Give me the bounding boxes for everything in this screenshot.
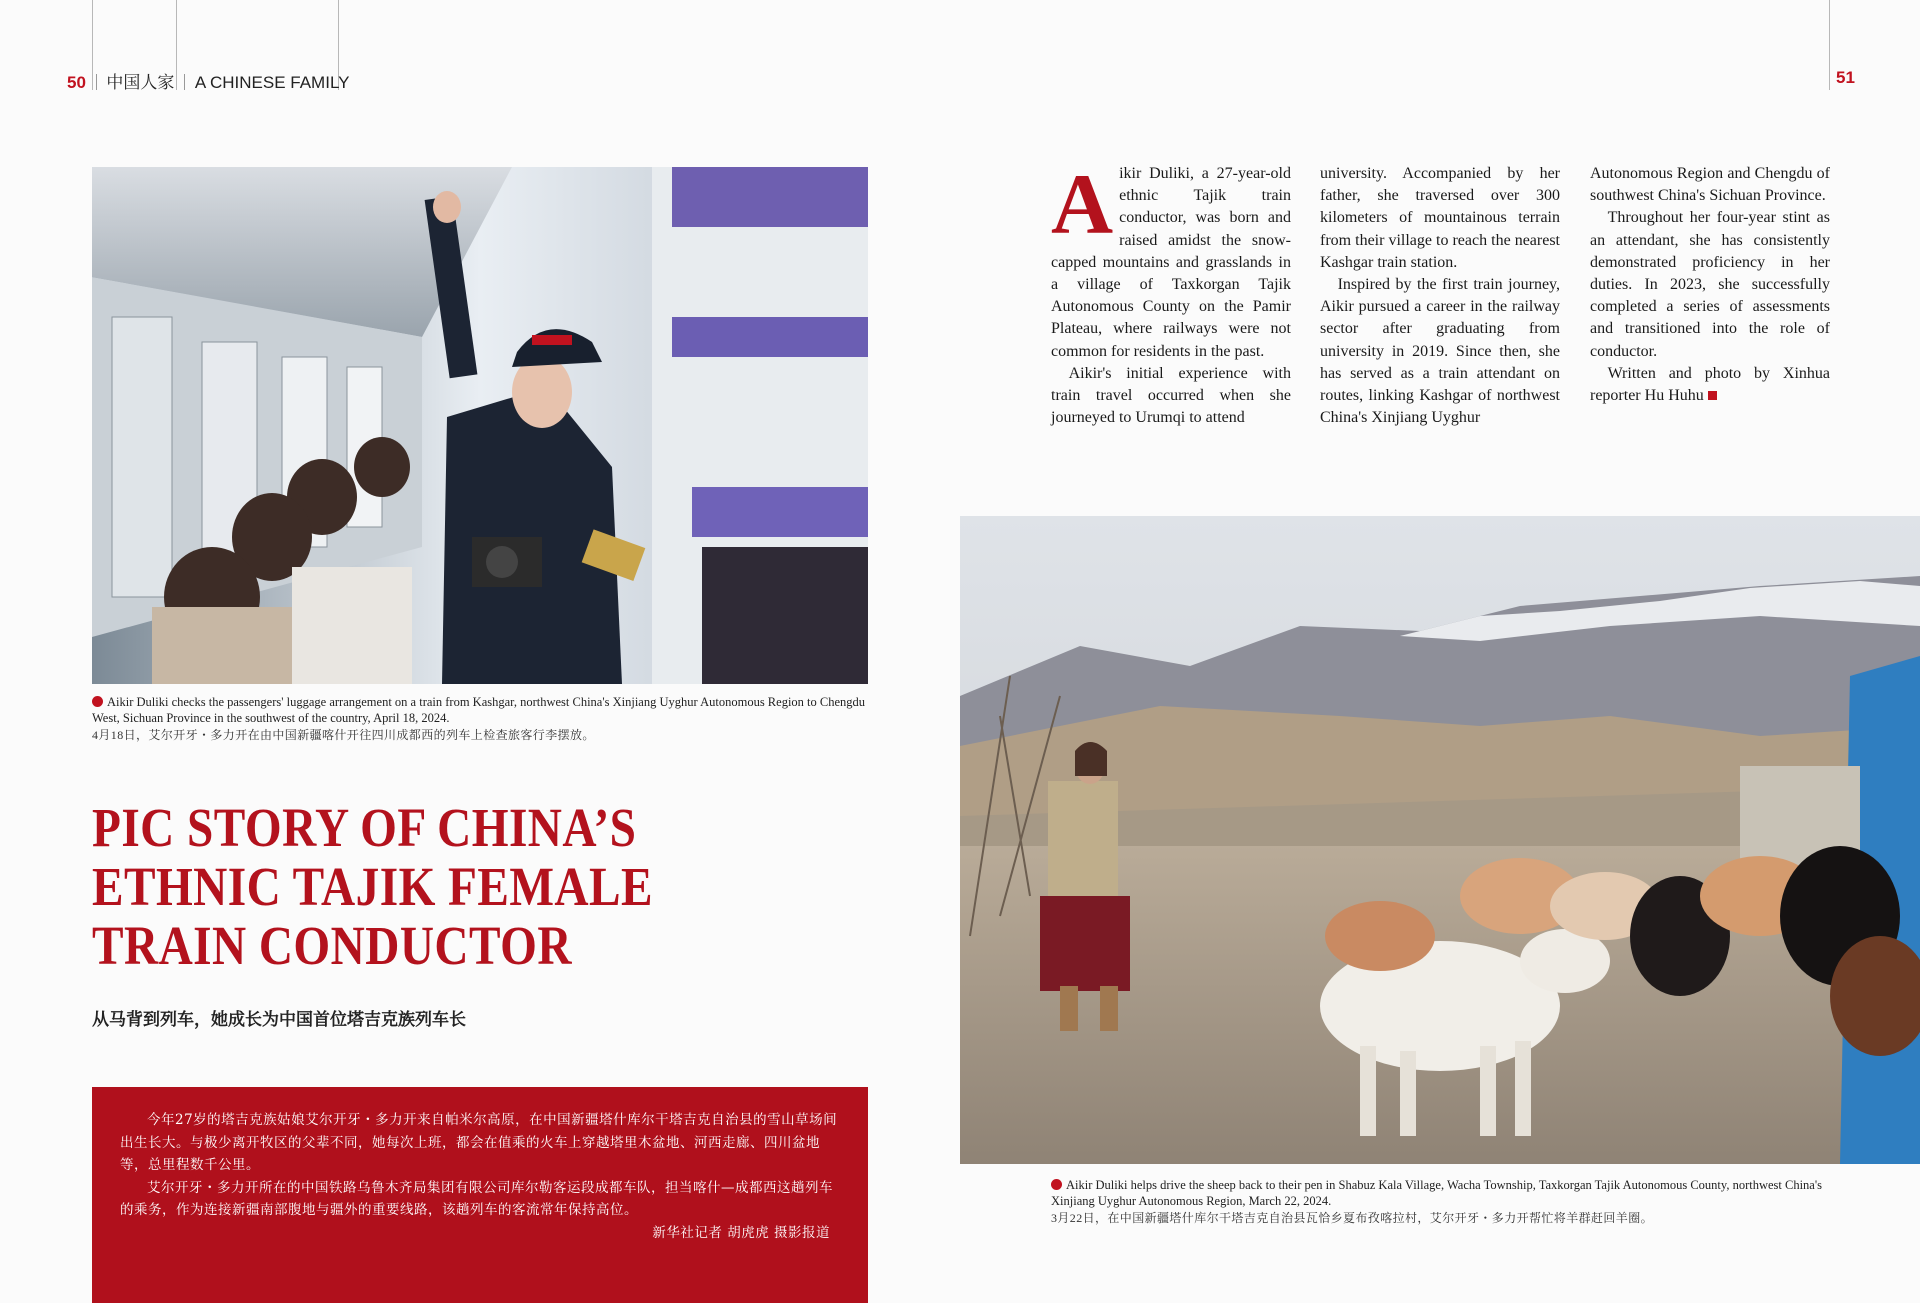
summary-box <box>92 1087 868 1303</box>
body-paragraph: ikir Duliki, a 27-year-old ethnic Tajik train conductor, was born and raised amidst the snow-capped mountains and grasslands in a village of Taxkorgan Tajik Autonomous County on the Pamir Plateau, where railways were not common for residents in the past. <box>1051 165 1291 360</box>
body-paragraph: Aikir's initial experience with train travel occurred when she journeyed to Urumqi to attend <box>1051 364 1291 427</box>
mountain-landscape-illustration <box>960 516 1920 1164</box>
left-page-header <box>67 68 349 93</box>
drop-cap: A <box>1051 156 1114 252</box>
title-line-3: TRAIN CONDUCTOR <box>92 915 572 976</box>
section-cn: 中国人家 <box>106 73 175 92</box>
title-line-2: ETHNIC TAJIK FEMALE <box>92 856 653 917</box>
body-paragraph: university. Accompanied by her father, she traversed over 300 kilometers of mountainous terrain from their village to reach the nearest Kashgar train station. <box>1320 165 1560 271</box>
photo2-caption-cn: 3月22日，在中国新疆塔什库尔干塔吉克自治县瓦恰乡夏布孜喀拉村，艾尔开牙・多力开帮忙将羊群赶回羊圈。 <box>1051 1211 1654 1225</box>
left-page-number: 50 <box>67 73 86 92</box>
photo1-caption-cn: 4月18日，艾尔开牙・多力开在由中国新疆喀什开往四川成都西的列车上检查旅客行李摆放。 <box>92 728 595 742</box>
camera-icon <box>1051 1179 1062 1190</box>
sheep-herding-photo <box>960 516 1920 1164</box>
camera-icon <box>92 696 103 707</box>
body-paragraph: Autonomous Region and Chengdu of southwest China's Sichuan Province. <box>1590 165 1830 205</box>
article-title <box>92 798 711 975</box>
photo2-caption <box>1051 1178 1841 1227</box>
summary-paragraph: 艾尔开牙・多力开所在的中国铁路乌鲁木齐局集团有限公司库尔勒客运段成都车队，担当喀什—成都西这趟列车的乘务，作为连接新疆南部腹地与疆外的重要线路，该趟列车的客流常年保持高位。 <box>120 1179 833 1218</box>
right-page-number: 51 <box>1836 68 1855 87</box>
article-subtitle-cn: 从马背到列车，她成长为中国首位塔吉克族列车长 <box>92 1010 466 1030</box>
summary-byline: 新华社记者 胡虎虎 摄影报道 <box>652 1224 830 1241</box>
title-line-1: PIC STORY OF CHINA’S <box>92 797 637 858</box>
article-column-1 <box>1051 156 1291 429</box>
photo1-caption <box>92 695 872 744</box>
train-conductor-photo <box>92 167 868 684</box>
article-byline: Written and photo by Xinhua reporter Hu Huhu <box>1590 364 1830 405</box>
photo2-caption-en: Aikir Duliki helps drive the sheep back to their pen in Shabuz Kala Village, Wacha Township, Taxkorgan Tajik Autonomous County, northwest China's Xinjiang Uyghur Autonomous Region, March 22, 2024. <box>1051 1178 1822 1208</box>
photo1-caption-en: Aikir Duliki checks the passengers' luggage arrangement on a train from Kashgar, northwest China's Xinjiang Uyghur Autonomous Region to Chengdu West, Sichuan Province in the southwest of the country, April 18, 2024. <box>92 695 866 725</box>
end-mark-icon <box>1708 391 1717 400</box>
summary-paragraph: 今年27岁的塔吉克族姑娘艾尔开牙・多力开来自帕米尔高原，在中国新疆塔什库尔干塔吉克自治县的雪山草场间出生长大。与极少离开牧区的父辈不同，她每次上班，都会在值乘的火车上穿越塔里木盆地、河西走廊、四川盆地等，总里程数千公里。 <box>120 1112 838 1173</box>
body-paragraph: Throughout her four-year stint as an attendant, she has consistently demonstrated proficiency in her duties. In 2023, she successfully completed a series of assessments and transitioned into the role of conductor. <box>1590 209 1830 360</box>
section-en: A CHINESE FAMILY <box>194 73 350 92</box>
article-column-3 <box>1590 163 1830 407</box>
train-interior-illustration <box>92 167 868 684</box>
article-column-2 <box>1320 163 1560 429</box>
body-paragraph: Inspired by the first train journey, Aikir pursued a career in the railway sector after graduating from university in 2019. Since then, she has served as a train attendant on routes, linking Kashgar of northwest China's Xinjiang Uyghur <box>1320 276 1560 427</box>
header-rule <box>1829 0 1830 90</box>
